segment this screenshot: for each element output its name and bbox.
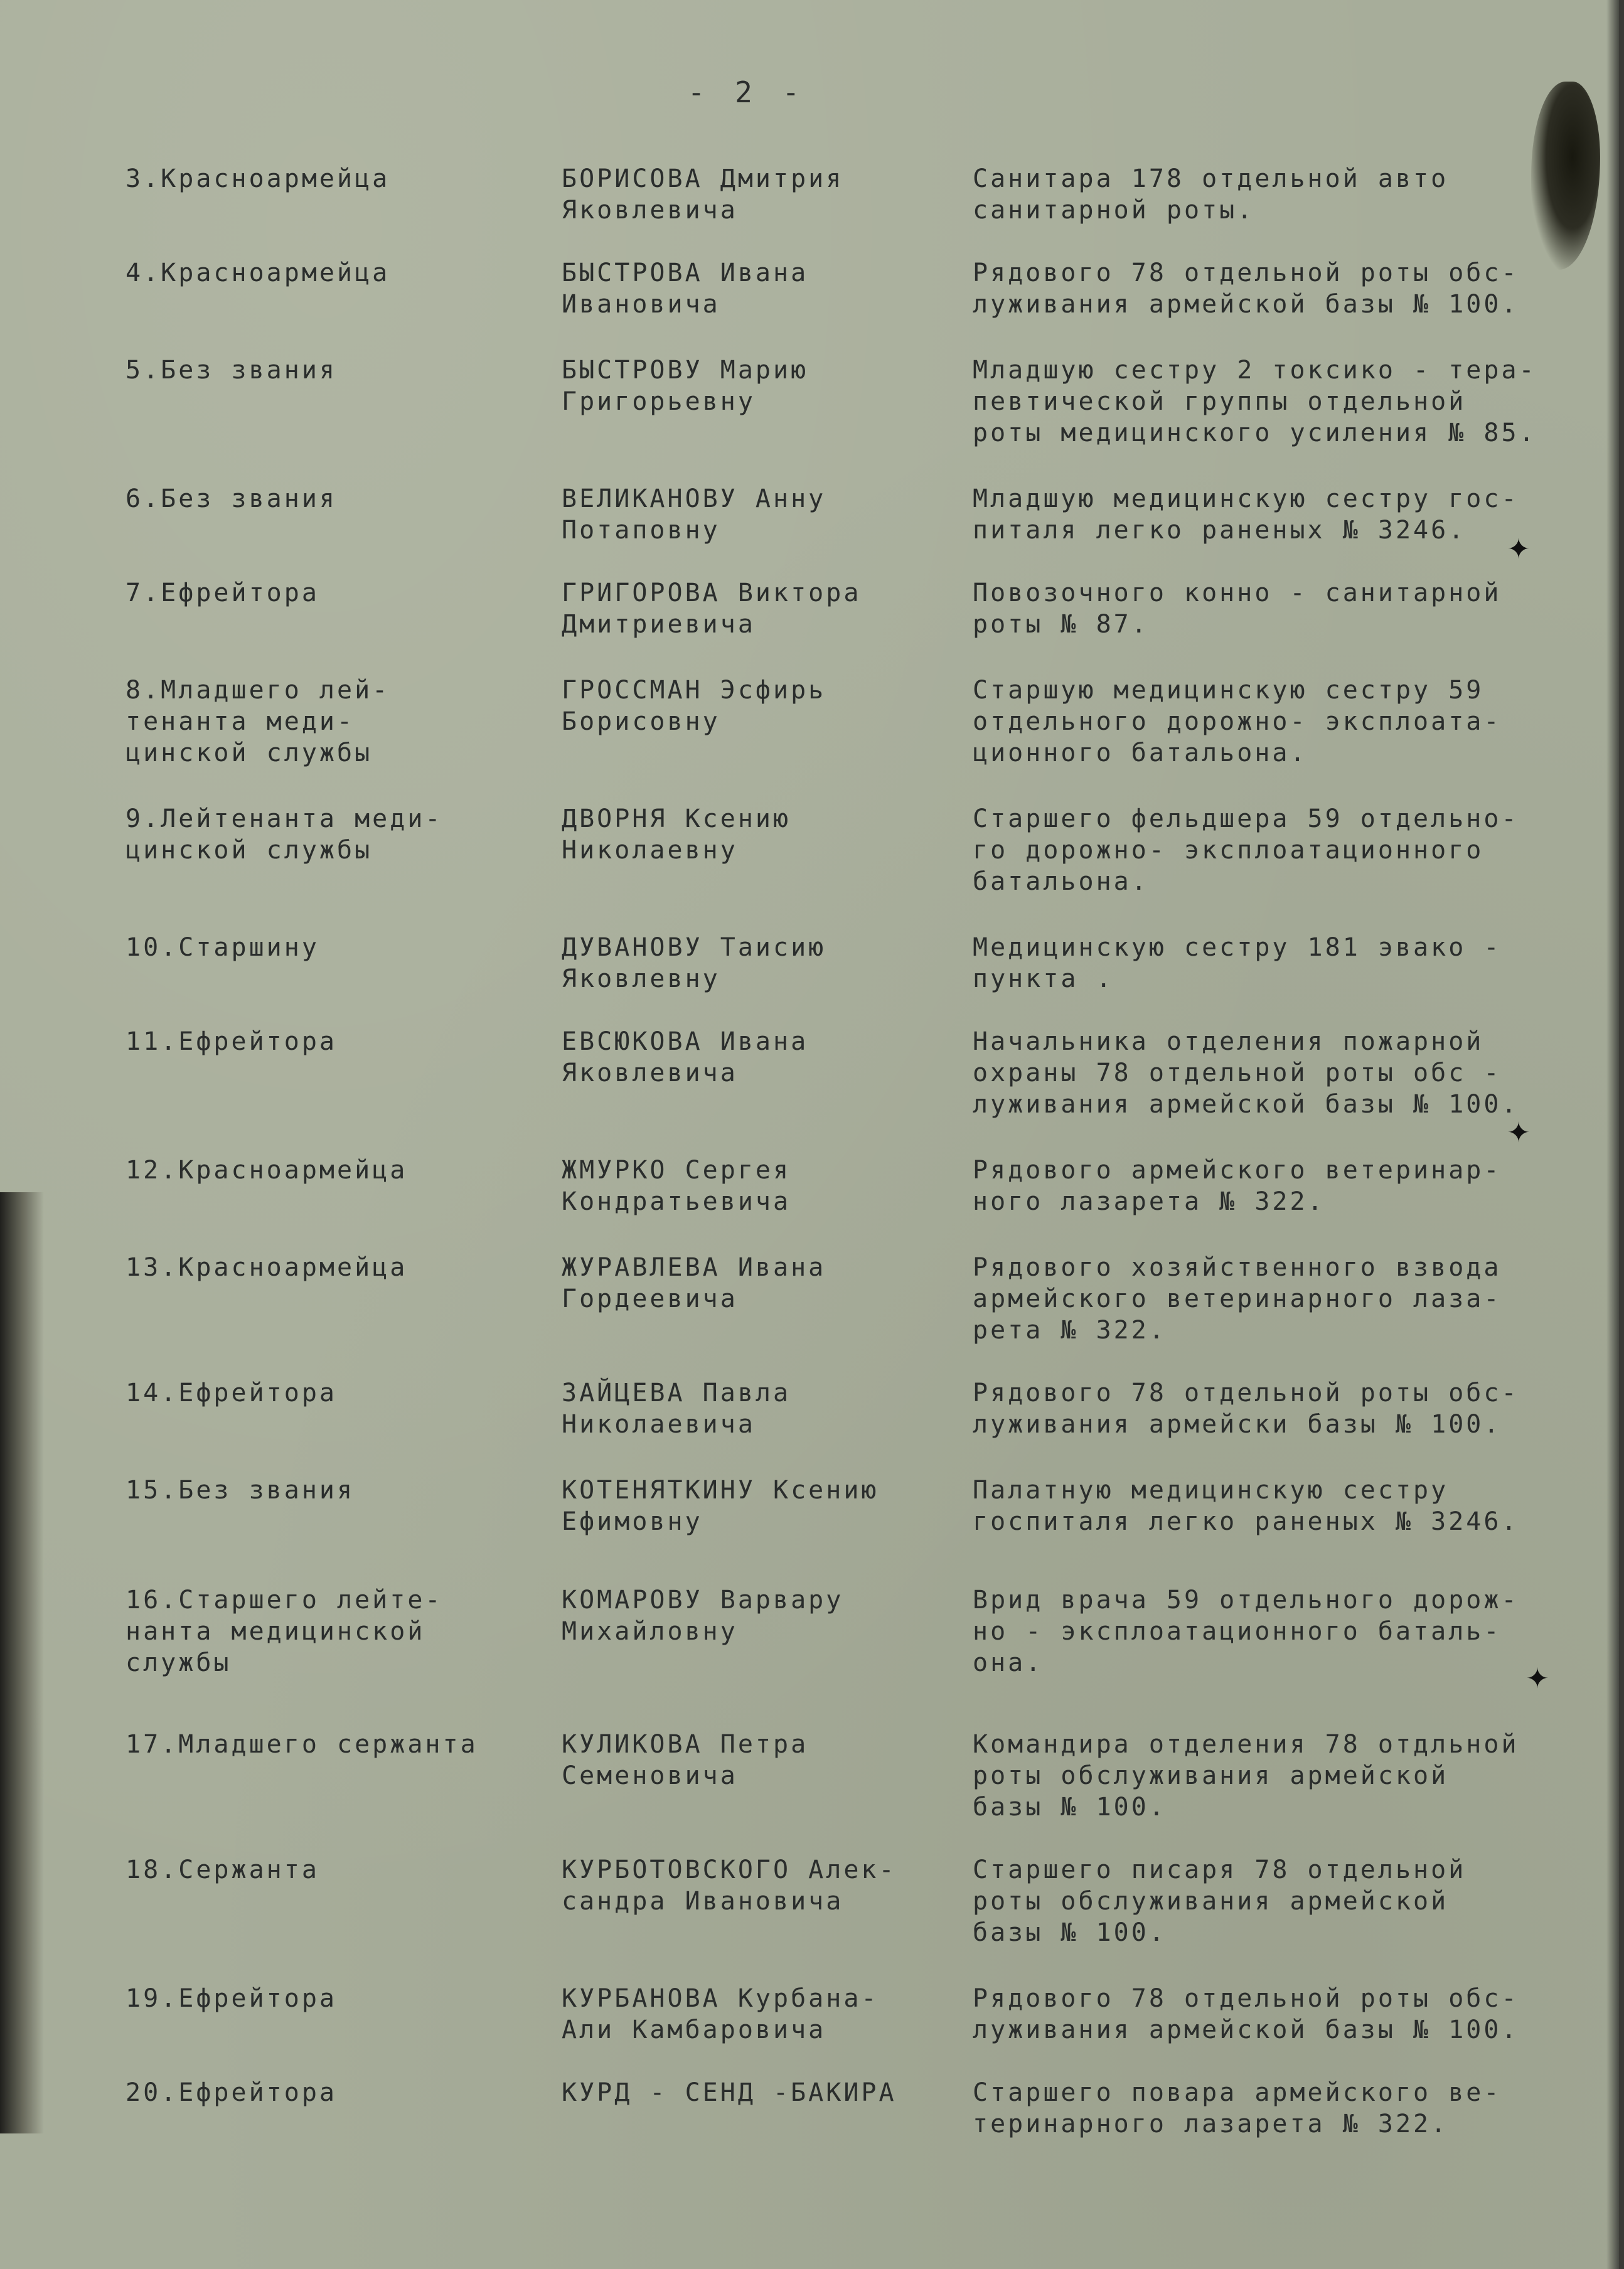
rank-text: Ефрейтора <box>178 2078 337 2107</box>
rank-cell <box>126 2077 527 2108</box>
post-cell: Рядового хозяйственного взвода армейского ветеринарного лаза- рета № 322. <box>973 1253 1502 1345</box>
rank-text: Сержанта <box>178 1855 319 1884</box>
name-cell: ЕВСЮКОВА Ивана Яковлевича <box>562 1027 809 1087</box>
item-number: 9. <box>126 804 161 833</box>
name-cell: ГРИГОРОВА Виктора Дмитриевича <box>562 579 862 639</box>
item-number: 8. <box>126 676 161 705</box>
punch-mark: ✦ <box>1507 524 1531 568</box>
item-number: 12. <box>126 1156 179 1185</box>
name-cell: КУРД - СЕНД -БАКИРА <box>562 2078 897 2107</box>
post-cell: Старшего повара армейского ве- теринарного лазарета № 322. <box>973 2078 1502 2138</box>
rank-text: Ефрейтора <box>161 579 319 607</box>
post-cell: Младшую медицинскую сестру гос- питаля легко раненых № 3246. <box>973 484 1519 545</box>
rank-cell <box>126 1026 527 1057</box>
rank-text: Красноармейца <box>178 1253 408 1282</box>
name-cell: ДУВАНОВУ Таисию Яковлевну <box>562 933 826 993</box>
item-number: 14. <box>126 1379 179 1407</box>
rank-text: Ефрейтора <box>178 1379 337 1407</box>
post-cell: Палатную медицинскую сестру госпиталя легко раненых № 3246. <box>973 1476 1519 1536</box>
name-cell: БОРИСОВА Дмитрия Яковлевича <box>562 164 844 225</box>
rank-cell <box>126 675 527 769</box>
name-cell: ДВОРНЯ Ксению Николаевну <box>562 804 791 865</box>
rank-cell <box>126 1983 527 2014</box>
post-cell: Рядового армейского ветеринар- ного лазарета № 322. <box>973 1156 1502 1216</box>
item-number: 4. <box>126 259 161 287</box>
rank-text: Лейтенанта меди- цинской службы <box>126 804 443 865</box>
rank-text: Ефрейтора <box>178 1984 337 2013</box>
item-number: 11. <box>126 1027 179 1056</box>
name-cell: ВЕЛИКАНОВУ Анну Потаповну <box>562 484 826 545</box>
rank-text: Старшину <box>178 933 319 962</box>
page-right-edge-shadow <box>1606 0 1619 2269</box>
item-number: 10. <box>126 933 179 962</box>
item-number: 18. <box>126 1855 179 1884</box>
rank-cell <box>126 1475 527 1506</box>
name-cell: ЖМУРКО Сергея Кондратьевича <box>562 1156 791 1216</box>
post-cell: Рядового 78 отдельной роты обс- луживания армейской базы № 100. <box>973 259 1519 319</box>
item-number: 17. <box>126 1730 179 1759</box>
post-cell: Начальника отделения пожарной охраны 78 отдельной роты обс - луживания армейской базы № 100. <box>973 1027 1519 1119</box>
rank-text: Без звания <box>161 356 337 385</box>
post-cell: Командира отделения 78 отдльной роты обслуживания армейской базы № 100. <box>973 1730 1519 1822</box>
post-cell: Рядового 78 отдельной роты обс- луживания армейской базы № 100. <box>973 1984 1519 2044</box>
rank-cell <box>126 1729 527 1760</box>
post-cell: Старшего писаря 78 отдельной роты обслуживания армейской базы № 100. <box>973 1855 1466 1947</box>
name-cell: БЫСТРОВА Ивана Ивановича <box>562 259 809 319</box>
rank-text: Без звания <box>178 1476 355 1505</box>
rank-text: Красноармейца <box>161 164 390 193</box>
name-cell: КУЛИКОВА Петра Семеновича <box>562 1730 809 1790</box>
rank-cell <box>126 1252 527 1283</box>
rank-text: Без звания <box>161 484 337 513</box>
rank-text: Красноармейца <box>178 1156 408 1185</box>
item-number: 20. <box>126 2078 179 2107</box>
rank-cell <box>126 163 527 195</box>
item-number: 16. <box>126 1586 179 1615</box>
name-cell: ЖУРАВЛЕВА Ивана Гордеевича <box>562 1253 826 1313</box>
rank-text: Старшего лейте- нанта медицинской службы <box>126 1586 443 1677</box>
item-number: 15. <box>126 1476 179 1505</box>
item-number: 13. <box>126 1253 179 1282</box>
punch-mark: ✦ <box>1507 1108 1531 1151</box>
name-cell: КОМАРОВУ Варвару Михайловну <box>562 1586 844 1646</box>
rank-cell <box>126 1377 527 1409</box>
rank-cell <box>126 577 527 609</box>
page-torn-left-edge <box>0 1192 44 2133</box>
name-cell: ГРОССМАН Эсфирь Борисовну <box>562 676 826 736</box>
item-number: 6. <box>126 484 161 513</box>
item-number: 7. <box>126 579 161 607</box>
rank-cell <box>126 483 527 515</box>
name-cell: КОТЕНЯТКИНУ Ксению Ефимовну <box>562 1476 879 1536</box>
rank-text: Младшего лей- тенанта меди- цинской службы <box>126 676 390 767</box>
page-number: - 2 - <box>687 75 806 109</box>
rank-text: Красноармейца <box>161 259 390 287</box>
rank-text: Младшего сержанта <box>178 1730 478 1759</box>
post-cell: Старшую медицинскую сестру 59 отдельного дорожно- эксплоата- ционного батальона. <box>973 676 1502 767</box>
rank-cell <box>126 257 527 289</box>
item-number: 5. <box>126 356 161 385</box>
post-cell: Санитара 178 отдельной авто санитарной роты. <box>973 164 1449 225</box>
rank-text: Ефрейтора <box>178 1027 337 1056</box>
post-cell: Врид врача 59 отдельного дорож- но - эксплоатационного баталь- она. <box>973 1586 1519 1677</box>
name-cell: БЫСТРОВУ Марию Григорьевну <box>562 356 809 416</box>
item-number: 3. <box>126 164 161 193</box>
rank-cell <box>126 803 527 866</box>
item-number: 19. <box>126 1984 179 2013</box>
rank-cell <box>126 1584 527 1679</box>
post-cell: Повозочного конно - санитарной роты № 87. <box>973 579 1502 639</box>
rank-cell <box>126 355 527 386</box>
post-cell: Младшую сестру 2 токсико - тера- певтической группы отдельной роты медицинского усиления № 85. <box>973 356 1537 447</box>
post-cell: Рядового 78 отдельной роты обс- луживания армейски базы № 100. <box>973 1379 1519 1439</box>
rank-cell <box>126 1155 527 1186</box>
rank-cell <box>126 1854 527 1886</box>
name-cell: КУРБАНОВА Курбана- Али Камбаровича <box>562 1984 879 2044</box>
name-cell: КУРБОТОВСКОГО Алек- сандра Ивановича <box>562 1855 897 1916</box>
punch-mark: ✦ <box>1525 1653 1549 1697</box>
post-cell: Старшего фельдшера 59 отдельно- го дорожно- эксплоатационного батальона. <box>973 804 1519 896</box>
post-cell: Медицинскую сестру 181 эвако - пункта . <box>973 933 1502 993</box>
rank-cell <box>126 932 527 963</box>
name-cell: ЗАЙЦЕВА Павла Николаевича <box>562 1379 791 1439</box>
